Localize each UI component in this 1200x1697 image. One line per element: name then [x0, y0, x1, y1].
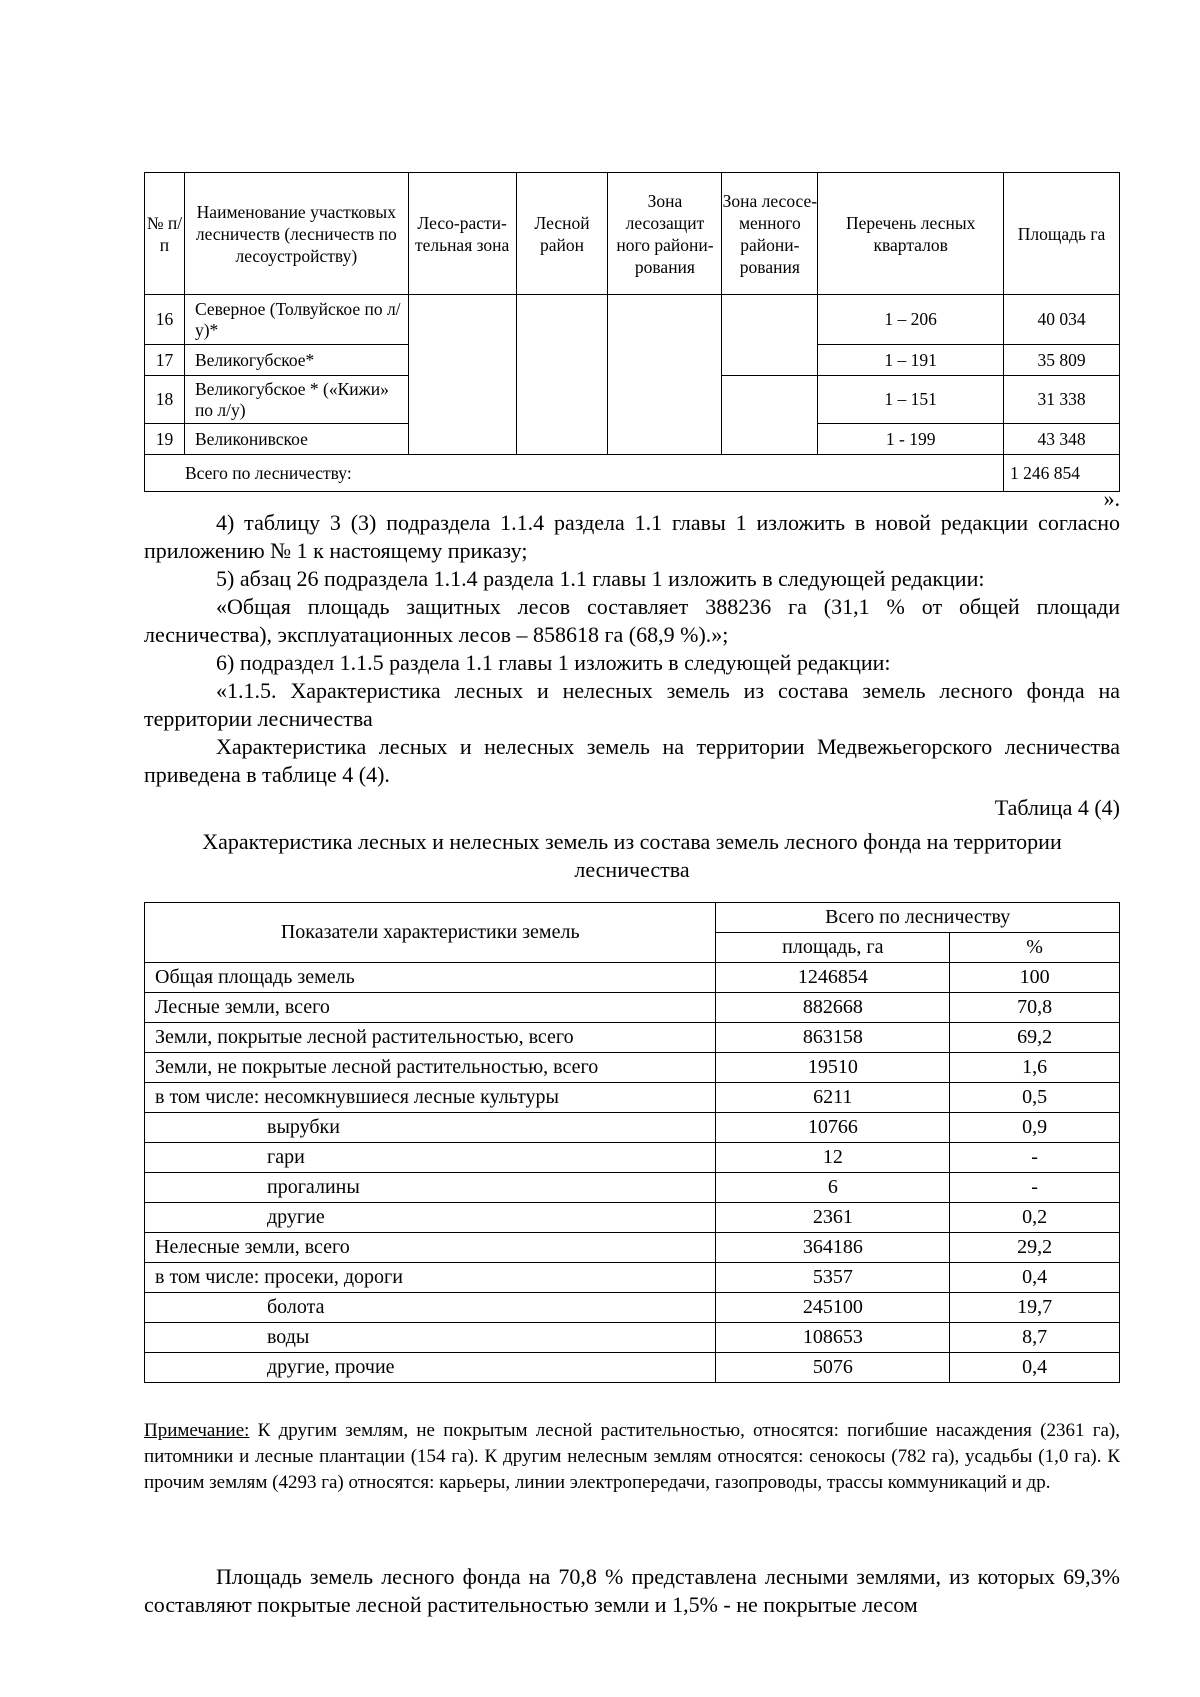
- row-area: 10766: [716, 1113, 950, 1143]
- table-row: [145, 993, 1120, 1023]
- header-num: № п/п: [145, 173, 185, 295]
- row-num: 17: [145, 345, 185, 376]
- table-row: [145, 1053, 1120, 1083]
- note-label: Примечание:: [144, 1420, 250, 1441]
- row-pct: 0,9: [950, 1113, 1120, 1143]
- row-area: 882668: [716, 993, 950, 1023]
- table-header-row: [145, 903, 1120, 933]
- row-area: 12: [716, 1143, 950, 1173]
- row-area: 31 338: [1004, 376, 1120, 424]
- table-row: [145, 1323, 1120, 1353]
- table-row: [145, 1113, 1120, 1143]
- header-zone: Лесо-расти-тельная зона: [408, 173, 516, 295]
- row-pct: 69,2: [950, 1023, 1120, 1053]
- table-total-row: [145, 455, 1120, 492]
- row-name: Северное (Толвуйское по л/у)*: [184, 295, 408, 345]
- row-name: Великонивское: [184, 424, 408, 455]
- paragraph-5-quote: «Общая площадь защитных лесов составляет 388236 га (31,1 % от общей площади лесничества), эксплуатационных лесов – 858618 га (68,9 %).»;: [144, 594, 1120, 647]
- seed-cell: [722, 295, 818, 376]
- header-quarters: Перечень лесных кварталов: [818, 173, 1004, 295]
- row-area: 364186: [716, 1233, 950, 1263]
- row-label: воды: [145, 1323, 716, 1353]
- row-label: вырубки: [145, 1113, 716, 1143]
- row-area: 2361: [716, 1203, 950, 1233]
- row-label: в том числе: несомкнувшиеся лесные культуры: [145, 1083, 716, 1113]
- row-area: 19510: [716, 1053, 950, 1083]
- table-header-row: [145, 173, 1120, 295]
- row-name: Великогубское * («Кижи» по л/у): [184, 376, 408, 424]
- row-quarters: 1 - 199: [818, 424, 1004, 455]
- row-pct: 29,2: [950, 1233, 1120, 1263]
- table-caption: Таблица 4 (4): [994, 795, 1120, 820]
- row-area: 6: [716, 1173, 950, 1203]
- row-num: 18: [145, 376, 185, 424]
- protect-cell: [608, 295, 722, 455]
- note: [144, 1418, 1120, 1496]
- row-pct: 0,4: [950, 1353, 1120, 1383]
- row-label: другие: [145, 1203, 716, 1233]
- forestry-table: [144, 172, 1120, 492]
- table-row: [145, 1143, 1120, 1173]
- row-area: 5076: [716, 1353, 950, 1383]
- final-paragraph: Площадь земель лесного фонда на 70,8 % представлена лесными землями, из которых 69,3% составляют покрытые лесной растительностью земли и 1,5% - не покрытые лесом: [144, 1564, 1120, 1617]
- row-area: 43 348: [1004, 424, 1120, 455]
- header-indicator: Показатели характеристики земель: [145, 903, 716, 963]
- paragraph-5: 5) абзац 26 подраздела 1.1.4 раздела 1.1 главы 1 изложить в следующей редакции:: [216, 566, 985, 591]
- row-area: 1246854: [716, 963, 950, 993]
- header-seed: Зона лесосе-менного райони-рования: [722, 173, 818, 295]
- table-row: [145, 963, 1120, 993]
- note-text: К другим землям, не покрытым лесной растительностью, относятся: погибшие насаждения (2361 га), питомники и лесные плантации (154 га). К другим нелесным землям относятся: сенокосы (782 га), усадьбы (1,0 га). К прочим землям (4293 га) относятся: карьеры, линии электропередачи, газопроводы, трассы коммуникаций и др.: [144, 1420, 1120, 1493]
- header-pct: %: [950, 933, 1120, 963]
- header-total: Всего по лесничеству: [716, 903, 1120, 933]
- row-pct: 1,6: [950, 1053, 1120, 1083]
- table-row: [145, 1173, 1120, 1203]
- table-row: [145, 1233, 1120, 1263]
- table-row: [145, 1263, 1120, 1293]
- row-num: 19: [145, 424, 185, 455]
- district-cell: [516, 295, 608, 455]
- row-quarters: 1 – 191: [818, 345, 1004, 376]
- row-pct: 19,7: [950, 1293, 1120, 1323]
- row-pct: -: [950, 1143, 1120, 1173]
- header-name: Наименование участковых лесничеств (лесничеств по лесоустройству): [184, 173, 408, 295]
- row-label: Нелесные земли, всего: [145, 1233, 716, 1263]
- row-quarters: 1 – 151: [818, 376, 1004, 424]
- row-label: болота: [145, 1293, 716, 1323]
- row-area: 40 034: [1004, 295, 1120, 345]
- row-pct: -: [950, 1173, 1120, 1203]
- row-label: Лесные земли, всего: [145, 993, 716, 1023]
- row-label: Общая площадь земель: [145, 963, 716, 993]
- table-title: Характеристика лесных и нелесных земель из состава земель лесного фонда на территории лесничества: [202, 829, 1062, 882]
- total-value: 1 246 854: [1004, 455, 1120, 492]
- table-row: [145, 1353, 1120, 1383]
- row-num: 16: [145, 295, 185, 345]
- header-protect: Зона лесозащит ного райони-рования: [608, 173, 722, 295]
- row-area: 6211: [716, 1083, 950, 1113]
- row-area: 245100: [716, 1293, 950, 1323]
- row-name: Великогубское*: [184, 345, 408, 376]
- row-label: Земли, покрытые лесной растительностью, всего: [145, 1023, 716, 1053]
- row-label: прогалины: [145, 1173, 716, 1203]
- table-row: [145, 1203, 1120, 1233]
- row-area: 108653: [716, 1323, 950, 1353]
- row-pct: 70,8: [950, 993, 1120, 1023]
- table-row: [145, 295, 1120, 345]
- table-row: [145, 1293, 1120, 1323]
- row-area: 35 809: [1004, 345, 1120, 376]
- row-area: 5357: [716, 1263, 950, 1293]
- row-area: 863158: [716, 1023, 950, 1053]
- seed-cell-2: [722, 376, 818, 455]
- table-row: [145, 1083, 1120, 1113]
- header-area: площадь, га: [716, 933, 950, 963]
- row-label: другие, прочие: [145, 1353, 716, 1383]
- paragraph-7: Характеристика лесных и нелесных земель на территории Медвежьегорского лесничества приведена в таблице 4 (4).: [144, 734, 1120, 787]
- row-pct: 100: [950, 963, 1120, 993]
- total-label: Всего по лесничеству:: [145, 455, 1004, 492]
- paragraph-4: 4) таблицу 3 (3) подраздела 1.1.4 раздела 1.1 главы 1 изложить в новой редакции согласно приложению № 1 к настоящему приказу;: [144, 510, 1120, 563]
- row-quarters: 1 – 206: [818, 295, 1004, 345]
- row-pct: 0,5: [950, 1083, 1120, 1113]
- row-label: в том числе: просеки, дороги: [145, 1263, 716, 1293]
- header-district: Лесной район: [516, 173, 608, 295]
- quote-end: ».: [1103, 486, 1120, 511]
- paragraph-6: 6) подраздел 1.1.5 раздела 1.1 главы 1 изложить в следующей редакции:: [216, 650, 891, 675]
- header-area: Площадь га: [1004, 173, 1120, 295]
- row-label: гари: [145, 1143, 716, 1173]
- land-characteristics-table: [144, 902, 1120, 1383]
- table-row: [145, 1023, 1120, 1053]
- row-label: Земли, не покрытые лесной растительностью, всего: [145, 1053, 716, 1083]
- row-pct: 0,4: [950, 1263, 1120, 1293]
- row-pct: 0,2: [950, 1203, 1120, 1233]
- paragraph-6-quote: «1.1.5. Характеристика лесных и нелесных земель из состава земель лесного фонда на территории лесничества: [144, 678, 1120, 731]
- row-pct: 8,7: [950, 1323, 1120, 1353]
- zone-cell: [408, 295, 516, 455]
